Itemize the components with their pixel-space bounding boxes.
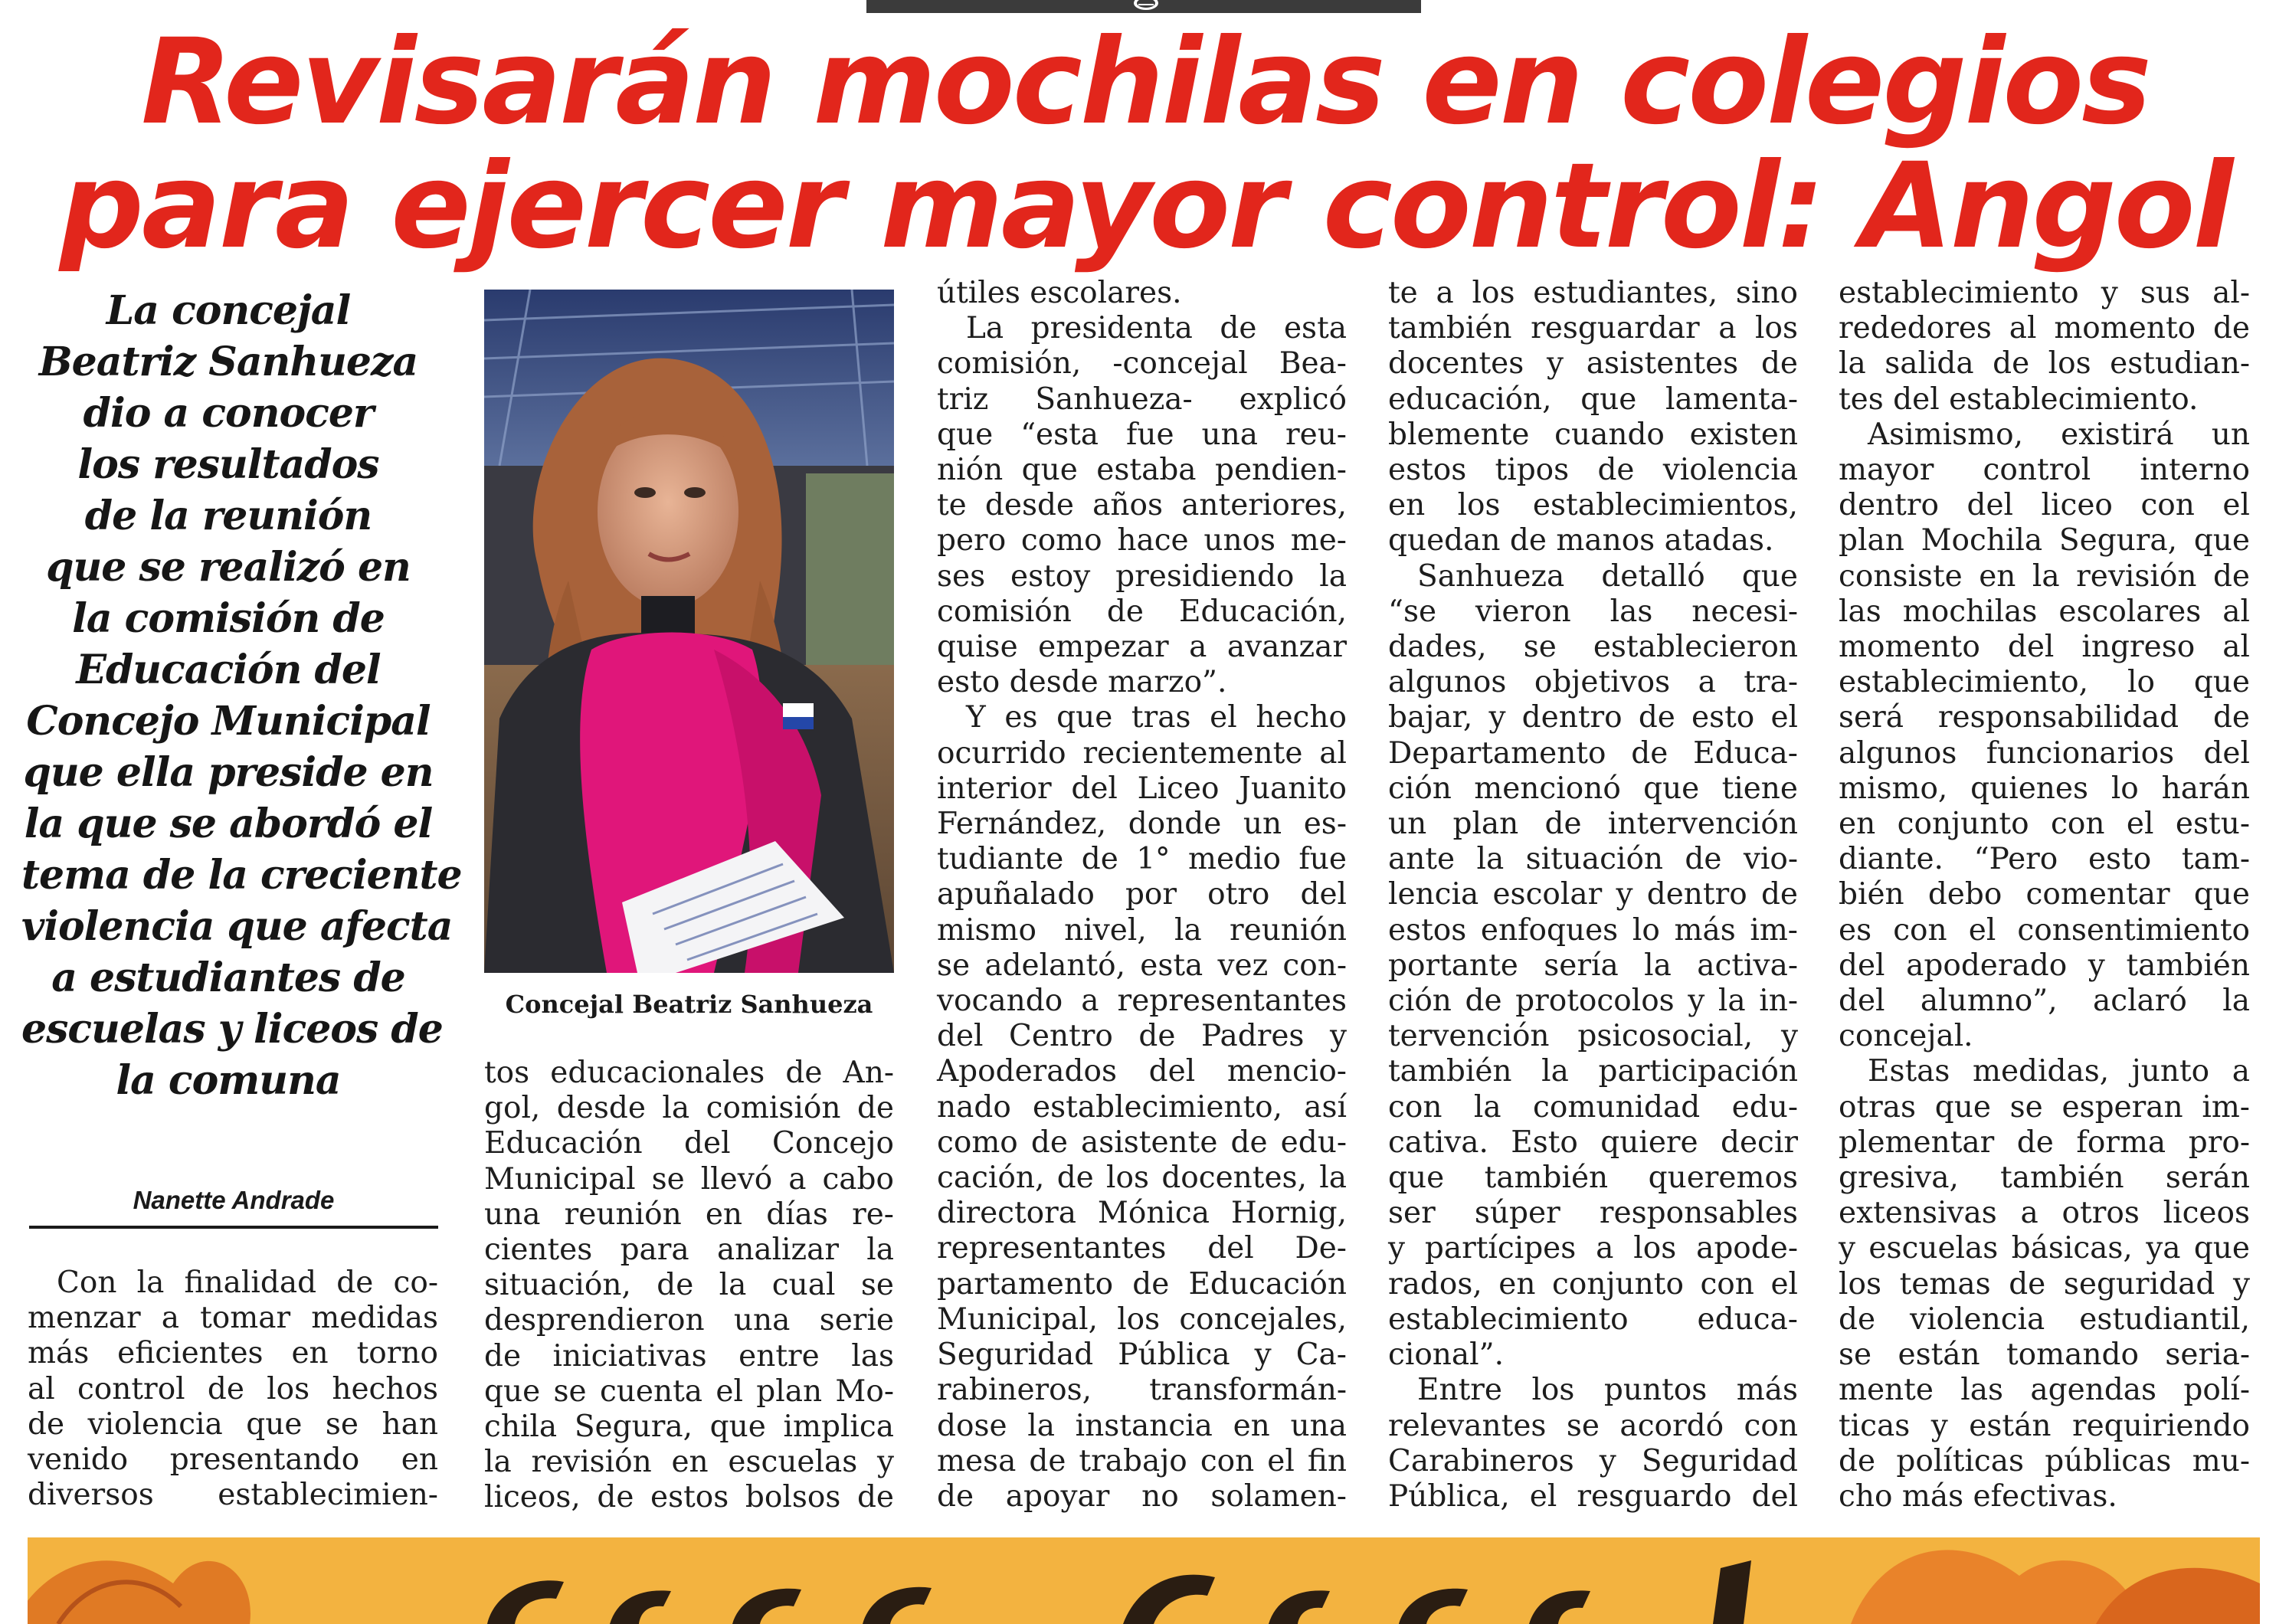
article-line: situación, de la cual se xyxy=(484,1268,894,1303)
article-line: desprendieron una serie xyxy=(484,1303,894,1338)
article-line: más eficientes en torno xyxy=(28,1336,438,1371)
article-line: nión que estaba pendien- xyxy=(937,453,1347,488)
article-line: cación, de los docentes, la xyxy=(937,1161,1347,1196)
article-line: otras que se esperan im- xyxy=(1839,1089,2250,1125)
article-line: Carabineros y Seguridad xyxy=(1388,1443,1798,1478)
photo-concejal xyxy=(484,290,894,973)
article-line: las mochilas escolares al xyxy=(1839,594,2250,629)
article-line: también la participación xyxy=(1388,1054,1798,1089)
article-line: ción de protocolos y la in- xyxy=(1388,984,1798,1019)
article-line: mente las agendas polí- xyxy=(1839,1373,2250,1408)
article-line: dentro del liceo con el xyxy=(1839,488,2250,523)
lede-line: los resultados xyxy=(77,441,379,488)
lede-summary xyxy=(21,285,462,1106)
article-line: tervención psicosocial, y xyxy=(1388,1019,1798,1054)
article-line: se están tomando seria- xyxy=(1839,1338,2250,1373)
article-line: venido presentando en xyxy=(28,1442,438,1478)
article-column-2 xyxy=(484,1056,894,1516)
article-line: de apoyar no solamen- xyxy=(937,1478,1347,1514)
article-line: ticas y están requiriendo xyxy=(1839,1408,2250,1443)
article-line: Municipal se llevó a cabo xyxy=(484,1161,894,1197)
article-line: mesa de trabajo con el fin xyxy=(937,1443,1347,1478)
article-line: La presidenta de esta xyxy=(966,311,1347,346)
article-line: interior del Liceo Juanito xyxy=(937,771,1347,806)
article-line: “se vieron las necesi- xyxy=(1388,594,1798,629)
lede-line: que se realizó en xyxy=(46,544,411,591)
article-line: pero como hace unos me- xyxy=(937,523,1347,558)
article-line: educación, que lamenta- xyxy=(1388,381,1798,417)
lede-line: la que se abordó el xyxy=(24,801,433,847)
article-line: en los establecimientos, xyxy=(1388,488,1798,523)
article-line: establecimiento educa- xyxy=(1388,1301,1798,1337)
article-line: rededores al momento de xyxy=(1839,311,2250,346)
article-line: como de asistente de edu- xyxy=(937,1125,1347,1160)
article-line: rados, en conjunto con el xyxy=(1388,1266,1798,1301)
article-line: cional”. xyxy=(1388,1338,1504,1373)
article-line: ción mencionó que tiene xyxy=(1388,771,1798,806)
article-line: estos tipos de violencia xyxy=(1388,453,1798,488)
article-line: establecimiento y sus al- xyxy=(1839,276,2250,310)
lede-line: dio a conocer xyxy=(83,390,374,437)
article-line: quedan de manos atadas. xyxy=(1388,523,1774,558)
lede-line: violencia que afecta xyxy=(21,903,453,950)
article-line: ses estoy presidiendo la xyxy=(937,558,1347,594)
article-line: comisión, -concejal Bea- xyxy=(937,346,1347,381)
lede-line: que ella preside en xyxy=(23,749,434,796)
article-line: mismo nivel, la reunión xyxy=(937,912,1347,948)
article-line: lencia escolar y dentro de xyxy=(1388,877,1798,912)
article-line: quise empezar a avanzar xyxy=(937,630,1347,665)
article-line: del alumno”, aclaró la xyxy=(1839,984,2250,1019)
lede-line: Educación del xyxy=(76,647,381,693)
article-line: nado establecimiento, así xyxy=(937,1089,1347,1125)
article-line: estos enfoques lo más im- xyxy=(1388,912,1798,948)
article-line: te a los estudiantes, sino xyxy=(1388,276,1798,310)
article-line: menzar a tomar medidas xyxy=(28,1301,438,1336)
article-line: vocando a representantes xyxy=(937,984,1347,1019)
article-line: esto desde marzo”. xyxy=(937,665,1227,700)
article-line: gol, desde la comisión de xyxy=(484,1091,894,1126)
article-line: tos educacionales de An- xyxy=(484,1056,894,1090)
article-line: con la comunidad edu- xyxy=(1388,1089,1798,1125)
article-line: portante sería la activa- xyxy=(1388,948,1798,983)
article-line: mayor control interno xyxy=(1839,453,2250,488)
article-column-5 xyxy=(1839,276,2250,1514)
article-line: apuñalado por otro del xyxy=(937,877,1347,912)
article-line: representantes del De- xyxy=(937,1231,1347,1266)
article-line: de violencia que se han xyxy=(28,1406,438,1442)
article-line: relevantes se acordó con xyxy=(1388,1408,1798,1443)
headline-line-2: para ejercer mayor control: Angol xyxy=(59,138,2232,275)
article-line: Fernández, donde un es- xyxy=(937,807,1347,842)
article-line: mismo, quienes lo harán xyxy=(1839,771,2250,806)
article-line: al control de los hechos xyxy=(28,1371,438,1406)
lede-line: de la reunión xyxy=(84,493,372,539)
lede-line: La concejal xyxy=(106,287,351,334)
article-line: ocurrido recientemente al xyxy=(937,735,1347,771)
article-line: momento del ingreso al xyxy=(1839,630,2250,665)
article-line: de políticas públicas mu- xyxy=(1839,1443,2250,1478)
article-line: algunos objetivos a tra- xyxy=(1388,665,1798,700)
lede-line: la comuna xyxy=(116,1057,341,1104)
article-line: dose la instancia en una xyxy=(937,1408,1347,1443)
ornament-icon xyxy=(1123,0,1169,13)
article-line: una reunión en días re- xyxy=(484,1197,894,1232)
article-line: es con el consentimiento xyxy=(1839,912,2250,948)
article-line: que “esta fue una reu- xyxy=(937,417,1347,452)
article-line: cho más efectivas. xyxy=(1839,1478,2117,1514)
byline: Nanette Andrade xyxy=(29,1186,438,1229)
article-column-3 xyxy=(937,276,1347,1514)
article-line: establecimiento, lo que xyxy=(1839,665,2250,700)
article-line: que también queremos xyxy=(1388,1161,1798,1196)
article-line: que se cuenta el plan Mo- xyxy=(484,1374,894,1409)
lede-line: la comisión de xyxy=(72,595,385,642)
article-line: triz Sanhueza- explicó xyxy=(937,381,1347,417)
article-line: extensivas a otros liceos xyxy=(1839,1196,2250,1231)
article-line: consiste en la revisión de xyxy=(1839,558,2250,594)
article-line: en conjunto con el estu- xyxy=(1839,807,2250,842)
article-line: Departamento de Educa- xyxy=(1388,735,1798,771)
article-line: y partícipes a los apode- xyxy=(1388,1231,1798,1266)
article-line: del Centro de Padres y xyxy=(937,1019,1347,1054)
article-line: diante. “Pero esto tam- xyxy=(1839,842,2250,877)
article-line: Entre los puntos más xyxy=(1417,1373,1798,1408)
article-line: Con la finalidad de co- xyxy=(57,1265,438,1300)
article-line: Y es que tras el hecho xyxy=(966,700,1347,735)
photo-caption: Concejal Beatriz Sanhueza xyxy=(505,990,873,1019)
article-line: diversos establecimien- xyxy=(28,1478,438,1513)
article-line: docentes y asistentes de xyxy=(1388,346,1798,381)
article-line: Seguridad Pública y Ca- xyxy=(937,1338,1347,1373)
article-column-4 xyxy=(1388,276,1798,1514)
article-line: la revisión en escuelas y xyxy=(484,1445,894,1480)
article-line: de iniciativas entre las xyxy=(484,1338,894,1374)
article-line: bién debo comentar que xyxy=(1839,877,2250,912)
headline-line-1: Revisarán mochilas en colegios xyxy=(141,14,2150,151)
article-line: partamento de Educación xyxy=(937,1266,1347,1301)
lede-line: Concejo Municipal xyxy=(26,698,431,745)
article-line: liceos, de estos bolsos de xyxy=(484,1480,894,1515)
article-line: se adelantó, esta vez con- xyxy=(937,948,1347,983)
article-line: algunos funcionarios del xyxy=(1839,735,2250,771)
article-line: gresiva, también serán xyxy=(1839,1161,2250,1196)
article-line: Pública, el resguardo del xyxy=(1388,1478,1798,1514)
article-line: plan Mochila Segura, que xyxy=(1839,523,2250,558)
article-line: Educación del Concejo xyxy=(484,1126,894,1161)
article-line: te desde años anteriores, xyxy=(937,488,1347,523)
lede-line: a estudiantes de xyxy=(51,954,405,1001)
article-line: chila Segura, que implica xyxy=(484,1410,894,1445)
lede-line: escuelas y liceos de xyxy=(21,1006,443,1053)
article-line: Asimismo, existirá un xyxy=(1868,417,2250,452)
article-line: comisión de Educación, xyxy=(937,594,1347,629)
article-line: Sanhueza detalló que xyxy=(1417,558,1798,594)
article-line: bajar, y dentro de esto el xyxy=(1388,700,1798,735)
article-column-1 xyxy=(28,1265,438,1513)
article-line: del apoderado y también xyxy=(1839,948,2250,983)
article-line: los temas de seguridad y xyxy=(1839,1266,2250,1301)
article-line: plementar de forma pro- xyxy=(1839,1125,2250,1160)
article-line: también resguardar a los xyxy=(1388,311,1798,346)
article-line: concejal. xyxy=(1839,1019,1973,1054)
article-line: directora Mónica Hornig, xyxy=(937,1196,1347,1231)
article-line: dades, se establecieron xyxy=(1388,630,1798,665)
article-line: de violencia estudiantil, xyxy=(1839,1301,2250,1337)
article-line: ante la situación de vio- xyxy=(1388,842,1798,877)
article-line: blemente cuando existen xyxy=(1388,417,1798,452)
advertisement-banner xyxy=(28,1537,2260,1624)
article-line: útiles escolares. xyxy=(937,276,1182,310)
lede-line: Beatriz Sanhueza xyxy=(38,339,418,385)
lede-line: tema de la creciente xyxy=(21,852,462,899)
article-line: tes del establecimiento. xyxy=(1839,381,2199,417)
article-line: rabineros, transformán- xyxy=(937,1373,1347,1408)
article-line: la salida de los estudian- xyxy=(1839,346,2250,381)
article-line: tudiante de 1° medio fue xyxy=(937,842,1347,877)
article-line: un plan de intervención xyxy=(1388,807,1798,842)
article-line: cientes para analizar la xyxy=(484,1233,894,1268)
article-line: cativa. Esto quiere decir xyxy=(1388,1125,1798,1160)
article-line: Apoderados del mencio- xyxy=(937,1054,1347,1089)
article-line: Estas medidas, junto a xyxy=(1868,1054,2250,1089)
article-line: Municipal, los concejales, xyxy=(937,1301,1347,1337)
article-line: ser súper responsables xyxy=(1388,1196,1798,1231)
article-line: será responsabilidad de xyxy=(1839,700,2250,735)
article-line: y escuelas básicas, ya que xyxy=(1839,1231,2250,1266)
